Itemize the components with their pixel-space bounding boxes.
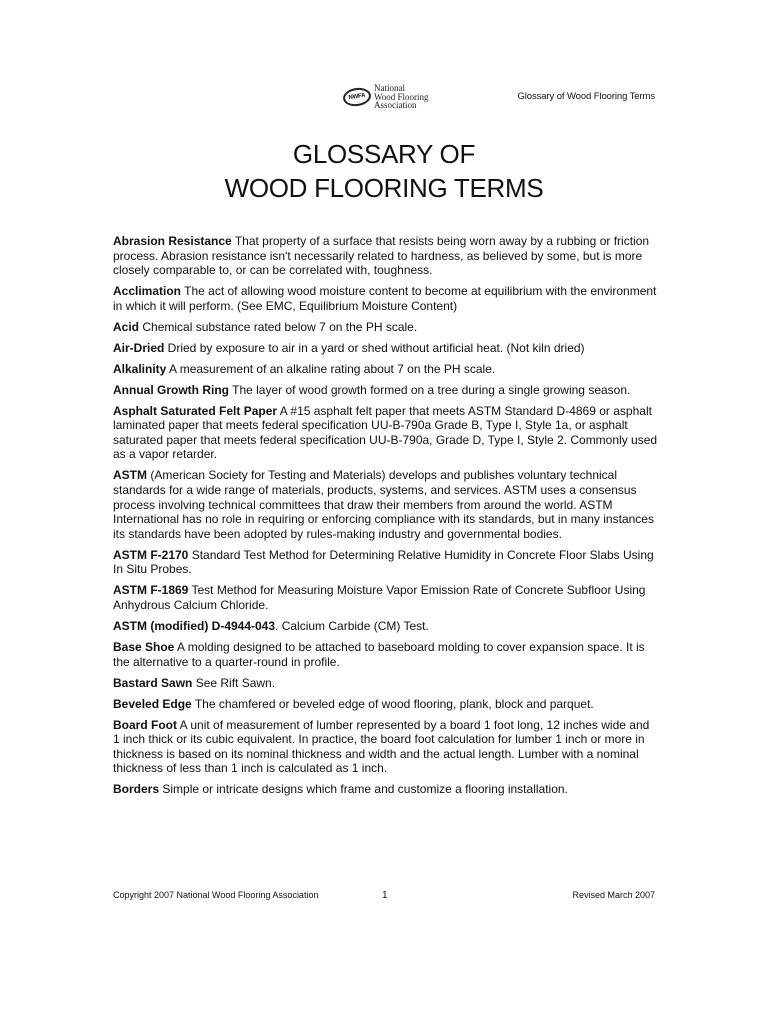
glossary-definition: Standard Test Method for Determining Relative Humidity in Concrete Floor Slabs Using In Situ Probes. (113, 547, 654, 577)
glossary-entry (113, 468, 658, 541)
glossary-definition: A #15 asphalt felt paper that meets ASTM Standard D-4869 or asphalt laminated paper that meets federal specification UU-B-790a Grade B, Type I, Style 1a, or asphalt saturated paper that meets federal specification UU-B-790a, Grade D, Type I, Style 2. Commonly used as a vapor retarder. (113, 403, 658, 462)
glossary-definition: The chamfered or beveled edge of wood flooring, plank, block and parquet. (191, 696, 594, 711)
logo-line: Wood Flooring (374, 91, 429, 102)
glossary-entry (113, 362, 658, 377)
glossary-entry (113, 782, 658, 797)
logo-line: Association (374, 100, 417, 110)
glossary-term: Alkalinity (113, 361, 167, 376)
glossary-entry (113, 718, 658, 776)
glossary-term: Board Foot (113, 717, 177, 732)
glossary-entry (113, 583, 658, 612)
glossary-definition: . Calcium Carbide (CM) Test. (275, 618, 429, 633)
glossary-entry (113, 234, 658, 278)
glossary-entry (113, 383, 658, 398)
glossary-entry (113, 676, 658, 691)
logo-badge: NWFA (342, 86, 372, 108)
glossary-definition: Simple or intricate designs which frame and customize a flooring installation. (159, 782, 568, 797)
title-line-2: WOOD FLOORING TERMS (224, 173, 544, 203)
glossary-entry (113, 640, 658, 669)
glossary-definition: Test Method for Measuring Moisture Vapor Emission Rate of Concrete Subfloor Using Anhydrous Calcium Chloride. (113, 583, 646, 612)
glossary-term: Abrasion Resistance (113, 234, 232, 248)
glossary-definition: (American Society for Testing and Materials) develops and publishes voluntary technical standards for a wide range of materials, products, systems, and services. ASTM uses a consensus process involving technical committees that draw their members from around the world. ASTM International has no role in requiring or enforcing compliance with its standards, but in many instances its standards have been adopted by rules-making industry and governmental bodies. (113, 468, 654, 541)
glossary-term: Borders (113, 782, 160, 797)
glossary-term: ASTM (113, 468, 147, 483)
glossary-definition: Dried by exposure to air in a yard or shed without artificial heat. (Not kiln dried) (164, 340, 585, 355)
glossary-definition: See Rift Sawn. (192, 675, 276, 690)
glossary-entry (113, 404, 658, 462)
page-title (0, 137, 768, 205)
glossary-entry (113, 320, 658, 335)
glossary-entry (113, 284, 658, 313)
page-footer (113, 890, 655, 900)
glossary-definition: The act of allowing wood moisture content to become at equilibrium with the environment in which it will perform. (See EMC, Equilibrium Moisture Content) (113, 284, 657, 313)
footer-revised: Revised March 2007 (572, 890, 655, 900)
glossary-definition: A unit of measurement of lumber represented by a board 1 foot long, 12 inches wide and 1 inch thick or its cubic equivalent. In practice, the board foot calculation for lumber 1 inch or more in thickness is based on its nominal thickness and width and the actual length. Lumber with a nominal thickness of less than 1 inch is calculated as 1 inch. (113, 717, 650, 776)
title-line-1: GLOSSARY OF (292, 139, 476, 169)
glossary-term: ASTM F-1869 (113, 583, 189, 598)
glossary-term: Air-Dried (113, 340, 165, 355)
glossary-entries (113, 234, 658, 803)
glossary-term: ASTM F-2170 (113, 547, 189, 562)
glossary-term: Bastard Sawn (113, 675, 193, 690)
glossary-definition: Chemical substance rated below 7 on the PH scale. (139, 319, 418, 334)
footer-page-number: 1 (382, 890, 388, 901)
glossary-term: Acid (113, 319, 140, 334)
logo-line: National (374, 83, 405, 93)
glossary-definition: A measurement of an alkaline rating about 7 on the PH scale. (166, 361, 496, 376)
glossary-term: Asphalt Saturated Felt Paper (113, 403, 278, 418)
header-doc-title: Glossary of Wood Flooring Terms (517, 91, 655, 102)
glossary-entry (113, 548, 658, 577)
glossary-definition: That property of a surface that resists being worn away by a rubbing or friction process. Abrasion resistance isn't necessarily related to hardness, as believed by some, but is more closely comparable to, or can be correlated with, toughness. (113, 234, 650, 278)
glossary-term: Annual Growth Ring (113, 382, 229, 397)
glossary-definition: The layer of wood growth formed on a tree during a single growing season. (229, 382, 631, 397)
glossary-term: Beveled Edge (113, 696, 192, 711)
nwfa-logo (343, 84, 429, 110)
glossary-definition: A molding designed to be attached to baseboard molding to cover expansion space. It is the alternative to a quarter-round in profile. (113, 639, 645, 669)
page-header (0, 84, 768, 116)
glossary-term: Base Shoe (113, 639, 175, 654)
footer-copyright: Copyright 2007 National Wood Flooring Association (113, 890, 319, 900)
glossary-entry (113, 619, 658, 634)
glossary-entry (113, 697, 658, 712)
glossary-entry (113, 341, 658, 356)
glossary-term: ASTM (modified) D-4944-043 (113, 618, 276, 633)
logo-text (374, 84, 429, 110)
glossary-term: Acclimation (113, 284, 182, 299)
